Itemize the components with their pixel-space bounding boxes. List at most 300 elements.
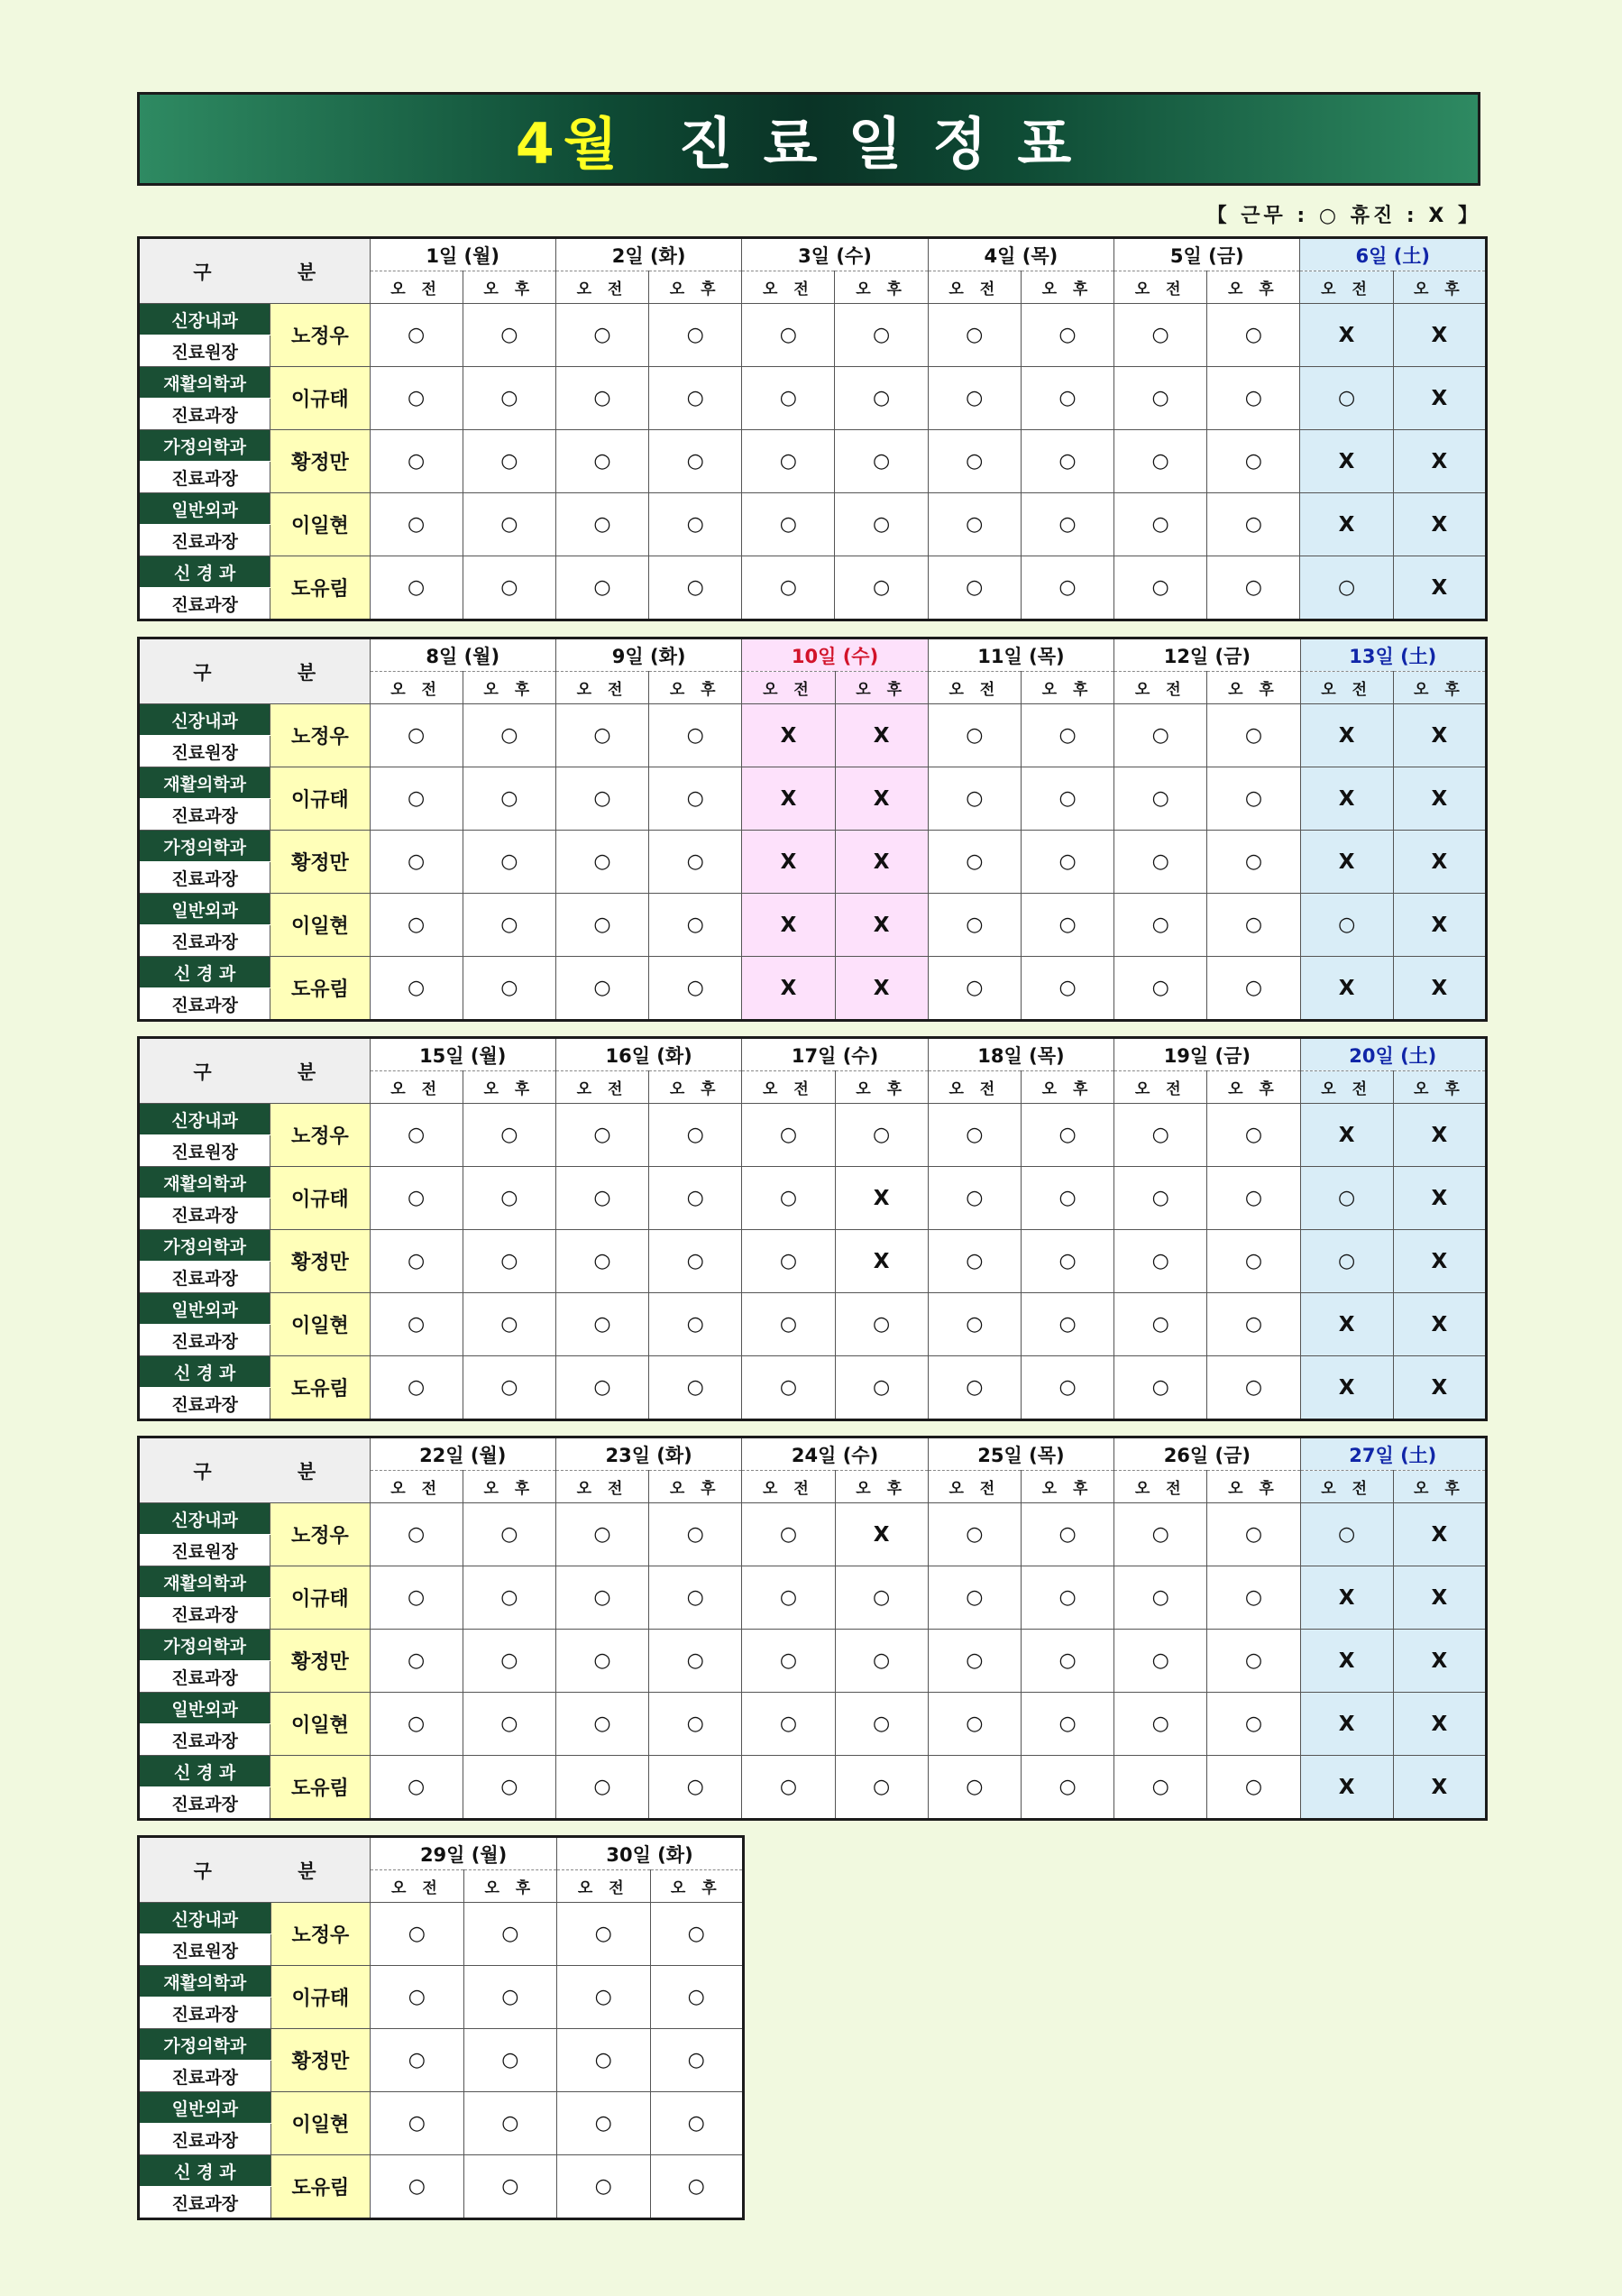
open-mark: ○ (1207, 1230, 1300, 1293)
doctor-row (139, 1356, 1487, 1388)
open-mark: ○ (649, 1293, 742, 1356)
closed-mark: X (835, 704, 928, 767)
department-label: 신장내과 (139, 1503, 270, 1535)
open-mark: ○ (1114, 1167, 1207, 1230)
open-mark: ○ (1300, 894, 1393, 957)
doctor-row (139, 1167, 1487, 1199)
open-mark: ○ (928, 1566, 1021, 1630)
closed-mark: X (835, 831, 928, 894)
day-header: 20일 (土) (1300, 1038, 1486, 1071)
open-mark: ○ (928, 1630, 1021, 1693)
position-label: 진료과장 (139, 1199, 270, 1230)
open-mark: ○ (1021, 957, 1113, 1021)
day-header: 22일 (월) (370, 1437, 555, 1471)
open-mark: ○ (1114, 831, 1207, 894)
position-label: 진료과장 (139, 862, 270, 894)
position-label: 진료원장 (139, 1135, 270, 1167)
department-label: 재활의학과 (139, 367, 270, 399)
department-label: 신 경 과 (139, 1756, 270, 1787)
open-mark: ○ (463, 1230, 555, 1293)
open-mark: ○ (650, 1903, 744, 1966)
closed-mark: X (1393, 493, 1486, 556)
open-mark: ○ (1021, 1167, 1113, 1230)
open-mark: ○ (1207, 367, 1300, 430)
gubun-header: 구 분 (139, 1437, 371, 1503)
open-mark: ○ (928, 894, 1021, 957)
open-mark: ○ (1207, 1104, 1300, 1167)
open-mark: ○ (649, 1356, 742, 1420)
open-mark: ○ (371, 1966, 463, 2029)
open-mark: ○ (370, 1293, 463, 1356)
closed-mark: X (1300, 767, 1393, 831)
day-header: 24일 (수) (742, 1437, 928, 1471)
open-mark: ○ (835, 1104, 928, 1167)
open-mark: ○ (555, 1756, 648, 1820)
open-mark: ○ (370, 957, 463, 1021)
day-header-row (139, 1038, 1487, 1071)
open-mark: ○ (463, 1630, 555, 1693)
day-header-row (139, 1437, 1487, 1471)
open-mark: ○ (1300, 1167, 1393, 1230)
doctor-name: 이일현 (270, 1293, 370, 1356)
open-mark: ○ (835, 304, 928, 367)
closed-mark: X (1393, 1167, 1486, 1230)
afternoon-header: 오 후 (463, 1071, 555, 1104)
closed-mark: X (1300, 304, 1393, 367)
open-mark: ○ (555, 894, 648, 957)
afternoon-header: 오 후 (1021, 271, 1113, 304)
open-mark: ○ (555, 1230, 648, 1293)
open-mark: ○ (649, 1693, 742, 1756)
day-header: 11일 (목) (928, 638, 1113, 672)
closed-mark: X (1393, 1104, 1486, 1167)
open-mark: ○ (1114, 1693, 1207, 1756)
week-table (137, 1436, 1488, 1821)
afternoon-header: 오 후 (1207, 672, 1300, 704)
department-label: 신 경 과 (139, 2155, 271, 2187)
position-label: 진료과장 (139, 525, 270, 556)
day-header: 9일 (화) (555, 638, 741, 672)
closed-mark: X (1393, 1230, 1486, 1293)
open-mark: ○ (370, 430, 463, 493)
morning-header: 오 전 (555, 1071, 648, 1104)
doctor-row (139, 1630, 1487, 1661)
open-mark: ○ (1114, 1230, 1207, 1293)
morning-header: 오 전 (742, 1471, 835, 1503)
day-header-row (139, 238, 1487, 271)
department-label: 신장내과 (139, 704, 270, 736)
open-mark: ○ (742, 1293, 835, 1356)
open-mark: ○ (835, 1756, 928, 1820)
day-header-row (139, 638, 1487, 672)
morning-header: 오 전 (1114, 1071, 1207, 1104)
open-mark: ○ (1114, 1756, 1207, 1820)
doctor-name: 도유림 (270, 1756, 370, 1820)
closed-mark: X (1393, 957, 1486, 1021)
open-mark: ○ (649, 367, 742, 430)
open-mark: ○ (928, 957, 1021, 1021)
open-mark: ○ (463, 1756, 555, 1820)
doctor-row (139, 304, 1487, 335)
open-mark: ○ (835, 430, 928, 493)
open-mark: ○ (835, 1293, 928, 1356)
day-header: 13일 (土) (1300, 638, 1486, 672)
closed-mark: X (1393, 1356, 1486, 1420)
open-mark: ○ (1300, 1230, 1393, 1293)
gubun-header: 구 분 (139, 238, 371, 304)
afternoon-header: 오 후 (1207, 1471, 1300, 1503)
open-mark: ○ (555, 1630, 648, 1693)
open-mark: ○ (463, 2092, 556, 2155)
open-mark: ○ (463, 2155, 556, 2219)
open-mark: ○ (742, 367, 835, 430)
title-text: 진료일정표 (678, 110, 1103, 177)
closed-mark: X (742, 767, 835, 831)
open-mark: ○ (742, 304, 835, 367)
open-mark: ○ (463, 957, 555, 1021)
department-label: 재활의학과 (139, 1566, 270, 1598)
open-mark: ○ (1114, 556, 1207, 620)
position-label: 진료과장 (139, 925, 270, 957)
day-header: 27일 (土) (1300, 1437, 1486, 1471)
closed-mark: X (1393, 704, 1486, 767)
morning-header: 오 전 (928, 1471, 1021, 1503)
closed-mark: X (835, 957, 928, 1021)
open-mark: ○ (1114, 767, 1207, 831)
department-label: 재활의학과 (139, 1167, 270, 1199)
closed-mark: X (1300, 1756, 1393, 1820)
closed-mark: X (1300, 1356, 1393, 1420)
afternoon-header: 오 후 (1393, 271, 1486, 304)
morning-header: 오 전 (1114, 271, 1207, 304)
open-mark: ○ (1207, 1503, 1300, 1566)
open-mark: ○ (555, 957, 648, 1021)
position-label: 진료과장 (139, 1661, 270, 1693)
doctor-row (139, 1966, 744, 1998)
open-mark: ○ (1207, 1167, 1300, 1230)
position-label: 진료과장 (139, 1998, 271, 2029)
open-mark: ○ (370, 367, 463, 430)
gubun-header: 구 분 (139, 638, 371, 704)
open-mark: ○ (1114, 1566, 1207, 1630)
closed-mark: X (742, 894, 835, 957)
open-mark: ○ (928, 1230, 1021, 1293)
morning-header: 오 전 (1114, 1471, 1207, 1503)
open-mark: ○ (1207, 1756, 1300, 1820)
day-header: 12일 (금) (1114, 638, 1300, 672)
doctor-row (139, 367, 1487, 399)
open-mark: ○ (1021, 430, 1113, 493)
position-label: 진료과장 (139, 399, 270, 430)
open-mark: ○ (742, 430, 835, 493)
open-mark: ○ (1021, 1104, 1113, 1167)
open-mark: ○ (650, 1966, 744, 2029)
open-mark: ○ (555, 1566, 648, 1630)
open-mark: ○ (928, 1756, 1021, 1820)
open-mark: ○ (650, 2155, 744, 2219)
open-mark: ○ (1207, 831, 1300, 894)
open-mark: ○ (370, 556, 463, 620)
closed-mark: X (1300, 704, 1393, 767)
open-mark: ○ (463, 1903, 556, 1966)
open-mark: ○ (928, 493, 1021, 556)
afternoon-header: 오 후 (649, 672, 742, 704)
open-mark: ○ (1021, 1756, 1113, 1820)
open-mark: ○ (557, 1966, 650, 2029)
doctor-name: 이일현 (270, 2092, 371, 2155)
open-mark: ○ (1021, 493, 1113, 556)
open-mark: ○ (835, 493, 928, 556)
open-mark: ○ (555, 1167, 648, 1230)
doctor-name: 노정우 (270, 1104, 370, 1167)
doctor-name: 황정만 (270, 1230, 370, 1293)
open-mark: ○ (1021, 1693, 1113, 1756)
position-label: 진료과장 (139, 1325, 270, 1356)
day-header: 16일 (화) (555, 1038, 741, 1071)
doctor-name: 황정만 (270, 1630, 370, 1693)
open-mark: ○ (463, 1167, 555, 1230)
closed-mark: X (1300, 493, 1393, 556)
open-mark: ○ (370, 894, 463, 957)
department-label: 가정의학과 (139, 1630, 270, 1661)
doctor-row (139, 556, 1487, 588)
closed-mark: X (1393, 367, 1486, 430)
open-mark: ○ (370, 1230, 463, 1293)
position-label: 진료과장 (139, 588, 270, 620)
morning-header: 오 전 (555, 672, 648, 704)
afternoon-header: 오 후 (1207, 1071, 1300, 1104)
day-header: 17일 (수) (742, 1038, 928, 1071)
open-mark: ○ (370, 1104, 463, 1167)
position-label: 진료과장 (139, 1724, 270, 1756)
doctor-name: 도유림 (270, 2155, 371, 2219)
open-mark: ○ (928, 430, 1021, 493)
department-label: 신장내과 (139, 1104, 270, 1135)
open-mark: ○ (555, 493, 648, 556)
open-mark: ○ (555, 367, 648, 430)
open-mark: ○ (555, 767, 648, 831)
position-label: 진료과장 (139, 988, 270, 1021)
open-mark: ○ (1114, 1104, 1207, 1167)
open-mark: ○ (555, 1693, 648, 1756)
open-mark: ○ (928, 1503, 1021, 1566)
open-mark: ○ (463, 1104, 555, 1167)
position-label: 진료과장 (139, 799, 270, 831)
legend: 【 근무 : ○ 휴진 : X 】 (1206, 205, 1481, 227)
open-mark: ○ (742, 1167, 835, 1230)
afternoon-header: 오 후 (1393, 1071, 1486, 1104)
open-mark: ○ (1207, 957, 1300, 1021)
open-mark: ○ (649, 1167, 742, 1230)
open-mark: ○ (649, 704, 742, 767)
open-mark: ○ (742, 1230, 835, 1293)
closed-mark: X (1300, 957, 1393, 1021)
open-mark: ○ (1021, 304, 1113, 367)
open-mark: ○ (1300, 1503, 1393, 1566)
open-mark: ○ (1114, 1293, 1207, 1356)
open-mark: ○ (835, 367, 928, 430)
gubun-header: 구 분 (139, 1837, 371, 1903)
open-mark: ○ (650, 2029, 744, 2092)
open-mark: ○ (1114, 1630, 1207, 1693)
open-mark: ○ (1300, 367, 1393, 430)
closed-mark: X (742, 704, 835, 767)
open-mark: ○ (1207, 1630, 1300, 1693)
morning-header: 오 전 (371, 1870, 463, 1903)
open-mark: ○ (649, 1230, 742, 1293)
open-mark: ○ (649, 1630, 742, 1693)
morning-header: 오 전 (370, 672, 463, 704)
doctor-name: 이일현 (270, 493, 370, 556)
department-label: 일반외과 (139, 493, 270, 525)
doctor-name: 노정우 (270, 304, 370, 367)
open-mark: ○ (370, 767, 463, 831)
afternoon-header: 오 후 (835, 1471, 928, 1503)
open-mark: ○ (928, 704, 1021, 767)
morning-header: 오 전 (742, 672, 835, 704)
open-mark: ○ (557, 2029, 650, 2092)
week-table (137, 1036, 1488, 1421)
open-mark: ○ (555, 1503, 648, 1566)
closed-mark: X (1393, 1293, 1486, 1356)
morning-header: 오 전 (557, 1870, 650, 1903)
morning-header: 오 전 (1300, 1071, 1393, 1104)
afternoon-header: 오 후 (1021, 1071, 1113, 1104)
closed-mark: X (1393, 831, 1486, 894)
doctor-row (139, 2155, 744, 2187)
open-mark: ○ (649, 831, 742, 894)
doctor-name: 노정우 (270, 704, 370, 767)
day-header: 29일 (월) (371, 1837, 557, 1870)
afternoon-header: 오 후 (1207, 271, 1300, 304)
day-header: 18일 (목) (928, 1038, 1113, 1071)
closed-mark: X (1300, 1104, 1393, 1167)
open-mark: ○ (742, 1104, 835, 1167)
morning-header: 오 전 (555, 271, 648, 304)
open-mark: ○ (1021, 1356, 1113, 1420)
open-mark: ○ (742, 1503, 835, 1566)
open-mark: ○ (1021, 1293, 1113, 1356)
morning-header: 오 전 (742, 1071, 835, 1104)
open-mark: ○ (650, 2092, 744, 2155)
closed-mark: X (1300, 831, 1393, 894)
open-mark: ○ (370, 1503, 463, 1566)
morning-header: 오 전 (928, 271, 1021, 304)
day-header: 4일 (목) (928, 238, 1113, 271)
position-label: 진료과장 (139, 2061, 271, 2092)
page-title (137, 92, 1480, 186)
week-table (137, 637, 1488, 1022)
open-mark: ○ (1207, 493, 1300, 556)
afternoon-header: 오 후 (1021, 672, 1113, 704)
doctor-name: 황정만 (270, 2029, 371, 2092)
doctor-name: 도유림 (270, 556, 370, 620)
afternoon-header: 오 후 (463, 672, 555, 704)
closed-mark: X (1393, 894, 1486, 957)
position-label: 진료과장 (139, 2124, 271, 2155)
department-label: 일반외과 (139, 2092, 271, 2124)
afternoon-header: 오 후 (649, 1471, 742, 1503)
open-mark: ○ (463, 1966, 556, 2029)
open-mark: ○ (742, 556, 835, 620)
position-label: 진료과장 (139, 1787, 270, 1820)
closed-mark: X (835, 1230, 928, 1293)
open-mark: ○ (555, 704, 648, 767)
day-header: 6일 (土) (1300, 238, 1487, 271)
open-mark: ○ (463, 430, 555, 493)
doctor-row (139, 1566, 1487, 1598)
open-mark: ○ (370, 1630, 463, 1693)
morning-header: 오 전 (1300, 271, 1393, 304)
position-label: 진료과장 (139, 1598, 270, 1630)
open-mark: ○ (463, 1566, 555, 1630)
week-table (137, 236, 1488, 621)
open-mark: ○ (1207, 1293, 1300, 1356)
doctor-row (139, 1693, 1487, 1724)
open-mark: ○ (463, 894, 555, 957)
open-mark: ○ (928, 304, 1021, 367)
day-header: 30일 (화) (557, 1837, 744, 1870)
open-mark: ○ (1207, 1566, 1300, 1630)
doctor-row (139, 957, 1487, 988)
open-mark: ○ (463, 1293, 555, 1356)
afternoon-header: 오 후 (835, 271, 928, 304)
open-mark: ○ (835, 556, 928, 620)
open-mark: ○ (463, 493, 555, 556)
open-mark: ○ (1207, 304, 1300, 367)
open-mark: ○ (370, 1566, 463, 1630)
open-mark: ○ (928, 767, 1021, 831)
open-mark: ○ (555, 1293, 648, 1356)
closed-mark: X (835, 894, 928, 957)
open-mark: ○ (371, 2155, 463, 2219)
day-header: 2일 (화) (555, 238, 741, 271)
open-mark: ○ (742, 1756, 835, 1820)
closed-mark: X (1393, 767, 1486, 831)
closed-mark: X (1393, 556, 1486, 620)
open-mark: ○ (1021, 1630, 1113, 1693)
open-mark: ○ (1207, 1693, 1300, 1756)
open-mark: ○ (649, 1566, 742, 1630)
open-mark: ○ (1300, 556, 1393, 620)
closed-mark: X (1300, 430, 1393, 493)
open-mark: ○ (1207, 1356, 1300, 1420)
closed-mark: X (1393, 430, 1486, 493)
open-mark: ○ (557, 2155, 650, 2219)
doctor-row (139, 1230, 1487, 1262)
open-mark: ○ (928, 1693, 1021, 1756)
morning-header: 오 전 (370, 1471, 463, 1503)
department-label: 신장내과 (139, 1903, 271, 1934)
day-header: 10일 (수) (742, 638, 928, 672)
open-mark: ○ (1021, 1503, 1113, 1566)
open-mark: ○ (928, 556, 1021, 620)
open-mark: ○ (649, 556, 742, 620)
doctor-row (139, 1756, 1487, 1787)
doctor-name: 황정만 (270, 430, 370, 493)
doctor-name: 도유림 (270, 1356, 370, 1420)
position-label: 진료원장 (139, 1535, 270, 1566)
doctor-row (139, 430, 1487, 462)
open-mark: ○ (649, 957, 742, 1021)
open-mark: ○ (555, 1356, 648, 1420)
open-mark: ○ (1207, 556, 1300, 620)
position-label: 진료과장 (139, 1388, 270, 1420)
open-mark: ○ (1114, 704, 1207, 767)
open-mark: ○ (1114, 1356, 1207, 1420)
afternoon-header: 오 후 (835, 672, 928, 704)
department-label: 일반외과 (139, 1693, 270, 1724)
